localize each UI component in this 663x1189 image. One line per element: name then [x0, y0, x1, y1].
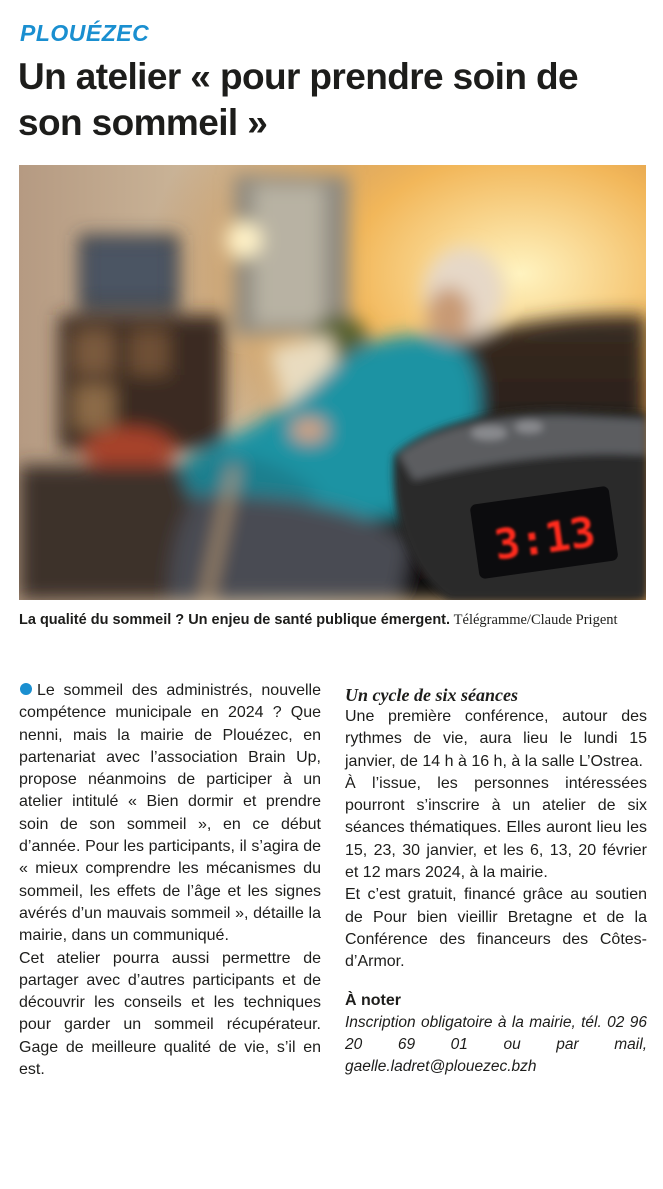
- photo-caption: [19, 609, 649, 631]
- body-paragraph-5: Et c’est gratuit, financé grâce au soutien de Pour bien vieillir Bretagne et de la Conférence des financeurs des Côtes-d’Armor.: [345, 886, 647, 971]
- body-paragraph-3: Une première conférence, autour des rythmes de vie, aura lieu le lundi 15 janvier, de 14 h à 16 h, à la salle L’Ostrea.: [345, 708, 647, 770]
- bullet-icon: [20, 683, 32, 695]
- body-paragraph-1-text: Le sommeil des administrés, nouvelle compétence municipale en 2024 ? Que nenni, mais la mairie de Plouézec, en partenariat avec l’association Brain Up, propose néanmoins de participer à un atelier intitulé « Bien dormir et prendre soin de son sommeil », en ce début d’année. Pour les participants, il s’agira de « mieux comprendre les mécanismes du sommeil, les effets de l’âge et les signes avérés d’un mauvais sommeil », détaille la mairie, dans un communiqué.: [19, 682, 321, 945]
- photo-illustration: [19, 165, 646, 600]
- photo-credit: Télégramme/Claude Prigent: [453, 612, 618, 628]
- article-headline: Un atelier « pour prendre soin de son sommeil »: [18, 56, 578, 143]
- location-kicker: PLOUÉZEC: [20, 20, 150, 46]
- section-subheading: Un cycle de six séances: [345, 685, 518, 705]
- article-photo: [19, 165, 646, 600]
- caption-text: La qualité du sommeil ? Un enjeu de santé publique émergent.: [19, 612, 451, 628]
- article-column-right: [345, 680, 647, 1078]
- article-column-left: [19, 680, 321, 1081]
- note-contact-info: Inscription obligatoire à la mairie, tél. 02 96 20 69 01 ou par mail, gaelle.ladret@plouezec.bzh: [345, 1013, 647, 1076]
- note-heading: À noter: [345, 991, 401, 1009]
- clock-digits: 3:13: [491, 507, 599, 570]
- body-paragraph-2: Cet atelier pourra aussi permettre de partager avec d’autres participants et de découvrir les conseils et les techniques pour garder un sommeil récupérateur. Gage de meilleure qualité de vie, s’il en est.: [19, 949, 321, 1079]
- body-paragraph-4: À l’issue, les personnes intéressées pourront s’inscrire à un atelier de six séances thématiques. Elles auront lieu les 15, 23, 30 janvier, et les 6, 13, 20 février et 12 mars 2024, à la mairie.: [345, 774, 647, 882]
- body-paragraph-1: [19, 680, 321, 948]
